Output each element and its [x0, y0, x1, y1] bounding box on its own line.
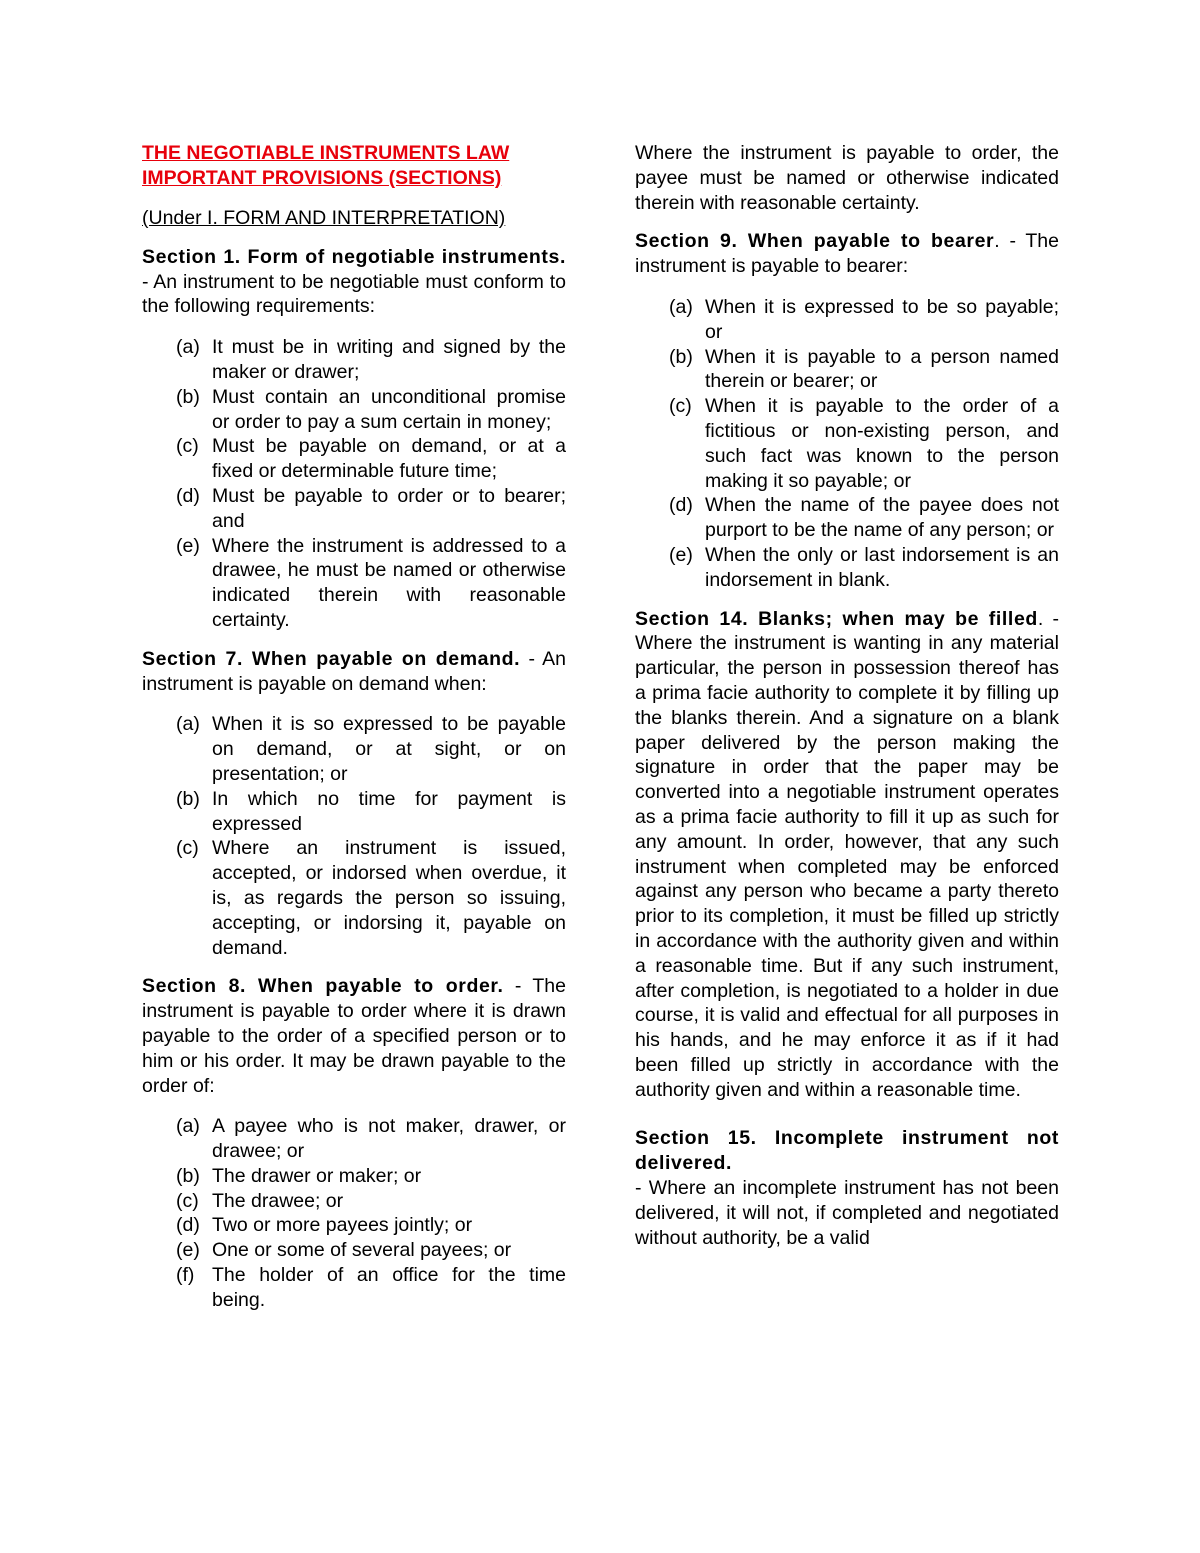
title-line-1: THE NEGOTIABLE INSTRUMENTS LAW [142, 142, 510, 164]
list-item: (c) The drawee; or [176, 1189, 344, 1212]
section-9-heading: Section 9. When payable to bearer [635, 230, 995, 253]
list-item: (b) Must contain an unconditional promise or order to pay a sum certain in money; [176, 385, 566, 433]
list-item: (d) Two or more payees jointly; or [176, 1214, 473, 1237]
right-column [635, 141, 1059, 1250]
list-item: (a) A payee who is not maker, drawer, or drawee; or [176, 1115, 566, 1163]
list-item: (f) The holder of an office for the time being. [176, 1264, 566, 1311]
section-15-heading: Section 15. Incomplete instrument not delivered. [635, 1127, 1059, 1175]
title-line-2: IMPORTANT PROVISIONS (SECTIONS) [142, 167, 502, 189]
section-14-text: . - Where the instrument is wanting in any material particular, the person in possession thereof has a prima facie authority to complete it by filling up the blanks therein. And a signature on a blank paper delivered by the person making the signature in order that the paper may be converted into a negotiable instrument operates as a prima facie authority to fill it up as such for any amount. In order, however, that any such instrument when completed may be enforced against any person who became a party thereto prior to its completion, it must be filled up strictly in accordance with the authority given and within a reasonable time. But if any such instrument, after completion, is negotiated to a holder in due course, it is valid and effectual for all purposes in his hands, and he may enforce it as if it had been filled up strictly in accordance with the authority given and within a reasonable time. [635, 607, 1059, 1101]
section-1-list [142, 335, 566, 633]
section-1-heading: Section 1. Form of negotiable instruments. [142, 245, 566, 268]
list-item: (a) When it is expressed to be so payable; or [669, 295, 1059, 343]
list-item: (a) When it is so expressed to be payable on demand, or at sight, or on presentation; or [176, 713, 566, 785]
list-item: (e) One or some of several payees; or [176, 1239, 512, 1262]
list-item: (c) Where an instrument is issued, accepted, or indorsed when overdue, it is, as regards the person so issuing, accepting, or indorsing it, payable on demand. [176, 837, 566, 959]
section-8-heading: Section 8. When payable to order. [142, 975, 504, 998]
section-8-list [142, 1114, 566, 1312]
section-7 [142, 647, 566, 697]
section-8-continued: Where the instrument is payable to order, the payee must be named or otherwise indicated therein with reasonable certainty. [635, 142, 1059, 214]
list-item: (a) It must be in writing and signed by the maker or drawer; [176, 336, 566, 383]
list-item: (b) When it is payable to a person named therein or bearer; or [669, 345, 1059, 393]
list-item: (d) Must be payable to order or to bearer; and [176, 484, 566, 532]
section-8-text: - The instrument is payable to order where it is drawn payable to the order of a specified person or to him or his order. It may be drawn payable to the order of: [142, 975, 566, 1097]
section-14-heading: Section 14. Blanks; when may be filled [635, 607, 1038, 630]
list-item: (d) When the name of the payee does not purport to be the name of any person; or [669, 494, 1059, 542]
section-8 [142, 974, 566, 1098]
list-item: (b) The drawer or maker; or [176, 1164, 422, 1187]
section-9 [635, 229, 1059, 279]
section-7-text: - An instrument is payable on demand when: [142, 647, 566, 695]
section-14 [635, 607, 1059, 1103]
document-title [142, 141, 566, 191]
left-column [142, 141, 566, 1327]
section-9-list [635, 295, 1059, 593]
list-item: (e) When the only or last indorsement is an indorsement in blank. [669, 543, 1059, 591]
list-item: (b) In which no time for payment is expressed [176, 787, 566, 835]
document-subtitle: (Under I. FORM AND INTERPRETATION) [142, 207, 506, 229]
section-15 [635, 1126, 1059, 1250]
section-1 [142, 245, 566, 319]
section-9-text: . - The instrument is payable to bearer: [635, 230, 1059, 278]
section-1-text: - An instrument to be negotiable must conform to the following requirements: [142, 270, 566, 318]
list-item: (e) Where the instrument is addressed to a drawee, he must be named or otherwise indicated therein with reasonable certainty. [176, 534, 566, 631]
list-item: (c) When it is payable to the order of a fictitious or non-existing person, and such fact was known to the person making it so payable; or [669, 395, 1059, 492]
list-item: (c) Must be payable on demand, or at a fixed or determinable future time; [176, 435, 566, 483]
section-7-list [142, 712, 566, 960]
section-15-text: - Where an incomplete instrument has not been delivered, it will not, if completed and negotiated without authority, be a valid [635, 1177, 1059, 1249]
section-7-heading: Section 7. When payable on demand. [142, 647, 521, 670]
